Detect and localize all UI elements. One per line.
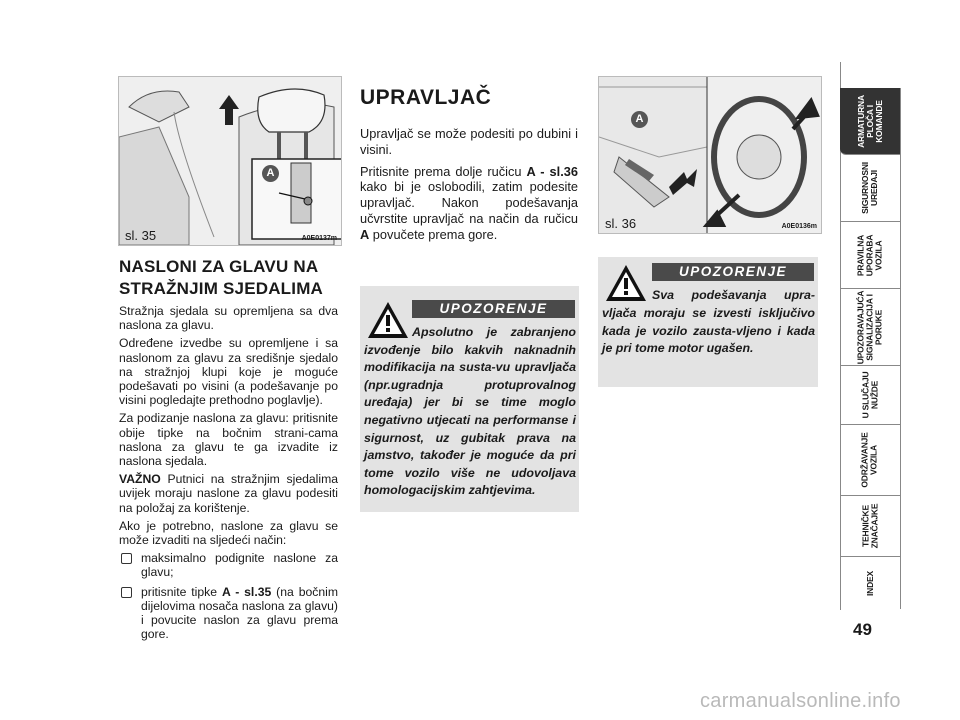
figure-reference: A - sl.35 bbox=[221, 584, 272, 599]
tab-label: PRAVILNA UPORABA VOZILA bbox=[855, 234, 884, 276]
tab-label: U SLUČAJU NUŽDE bbox=[860, 371, 879, 419]
paragraph: Za podizanje naslona za glavu: pritisnite obije tipke na bočnim strani-cama naslona za glavu te ga izvadite iz naslona sjedala. bbox=[119, 411, 338, 469]
headrest-illustration bbox=[119, 77, 341, 245]
tab-label: UPOZORAVAJUĆA SIGNALIZACIJA I PORUKE bbox=[855, 290, 884, 364]
important-text: Putnici na stražnjim sjedalima uvijek moraju naslone za glavu podesiti na položaj za korištenje. bbox=[119, 472, 338, 515]
list-item-text bbox=[141, 585, 338, 642]
warning-text: Apsolutno je zabranjeno izvođenje bilo kakvih naknadnih modifikacija na susta-vu upravljača (npr.ugradnja protuprovalnog uređaja) jer bi se time moglo negativno utjecati na performanse i sigurnost, uz gubitak prava na jamstvo, također je moguće da pri tome vozilo više ne udovoljava homologacijskim zahtjevima. bbox=[364, 325, 576, 498]
paragraph bbox=[360, 164, 578, 243]
figure-36-caption: sl. 36 bbox=[605, 216, 637, 231]
tab-safety-devices[interactable] bbox=[840, 155, 901, 222]
label-a-badge-36: A bbox=[631, 111, 648, 128]
section-title-line-2: STRAŽNJIM SJEDALIMA bbox=[119, 279, 324, 298]
list-item-text: maksimalno podignite naslone za glavu; bbox=[141, 551, 338, 580]
text: (na bočnim dijelovima nosača naslona za glavu) i povucite naslon za glavu prema gore. bbox=[141, 584, 338, 642]
tab-label: ODRŽAVANJE VOZILA bbox=[860, 432, 879, 488]
tab-label: ARMATURNA PLOČA I KOMANDE bbox=[855, 94, 884, 148]
paragraph: Ako je potrebno, naslone za glavu se može izvaditi na sljedeći način: bbox=[119, 518, 338, 548]
paragraph: Upravljač se može podesiti po dubini i visini. bbox=[360, 126, 578, 157]
important-label: VAŽNO bbox=[119, 472, 161, 487]
text: kako bi je oslobodili, zatim podesite upravljač. Nakon podešavanja učvrstite upravljač na način da ručicu bbox=[360, 179, 578, 226]
lever-reference: A bbox=[360, 226, 370, 242]
tab-warning-lights[interactable] bbox=[840, 289, 901, 366]
list-item bbox=[119, 585, 338, 642]
checkbox-bullet-icon bbox=[121, 553, 132, 564]
figure-reference: A - sl.36 bbox=[526, 163, 578, 179]
page-title-steering: UPRAVLJAČ bbox=[360, 86, 492, 109]
tab-label: SIGURNOSNI UREĐAJI bbox=[860, 162, 879, 214]
tab-maintenance[interactable] bbox=[840, 425, 901, 496]
figure-36-steering bbox=[598, 76, 822, 234]
paragraph: Stražnja sjedala su opremljena sa dva naslona za glavu. bbox=[119, 304, 338, 333]
section-title-headrests bbox=[119, 256, 349, 300]
headrest-body-text bbox=[119, 304, 338, 646]
tab-technical-specs[interactable] bbox=[840, 496, 901, 557]
tab-correct-use[interactable] bbox=[840, 222, 901, 289]
watermark: carmanualsonline.info bbox=[700, 690, 901, 712]
section-title-line-1: NASLONI ZA GLAVU NA bbox=[119, 257, 319, 276]
warning-title: UPOZORENJE bbox=[652, 263, 814, 281]
tab-emergency[interactable] bbox=[840, 366, 901, 425]
page-number: 49 bbox=[853, 620, 872, 639]
paragraph: Određene izvedbe su opremljene i sa naslonom za glavu za središnje sjedalo na stražnjoj klupi koje je moguće podešavati po visini (a podešavanje po visini pogledajte prethodno poglavlje). bbox=[119, 336, 338, 408]
figure-35-code: A0E0137m bbox=[301, 235, 337, 242]
figure-35-headrest bbox=[118, 76, 342, 246]
warning-text: Sva podešavanja upra-vljača moraju se izvesti isključivo kada je vozilo zausta-vljeno i kada je pri tome motor ugašen. bbox=[602, 288, 815, 356]
figure-35-caption: sl. 35 bbox=[125, 228, 157, 243]
warning-box-modifications bbox=[360, 286, 579, 512]
figure-36-code: A0E0136m bbox=[781, 223, 817, 230]
steering-body-text bbox=[360, 126, 578, 247]
list-item bbox=[119, 551, 338, 579]
tab-dashboard-controls[interactable] bbox=[840, 88, 901, 155]
tab-label: INDEX bbox=[864, 570, 875, 596]
label-a-badge: A bbox=[262, 165, 279, 182]
text: povučete prema gore. bbox=[369, 226, 498, 242]
steering-illustration bbox=[599, 77, 821, 233]
tab-index[interactable] bbox=[840, 557, 901, 609]
text: pritisnite tipke bbox=[141, 584, 222, 599]
warning-box-adjustment bbox=[598, 257, 818, 387]
paragraph-important bbox=[119, 472, 338, 515]
warning-title: UPOZORENJE bbox=[412, 300, 575, 318]
text: Pritisnite prema dolje ručicu bbox=[360, 163, 527, 179]
checkbox-bullet-icon bbox=[121, 587, 132, 598]
tab-label: TEHNIČKE ZNAČAJKE bbox=[860, 503, 879, 549]
